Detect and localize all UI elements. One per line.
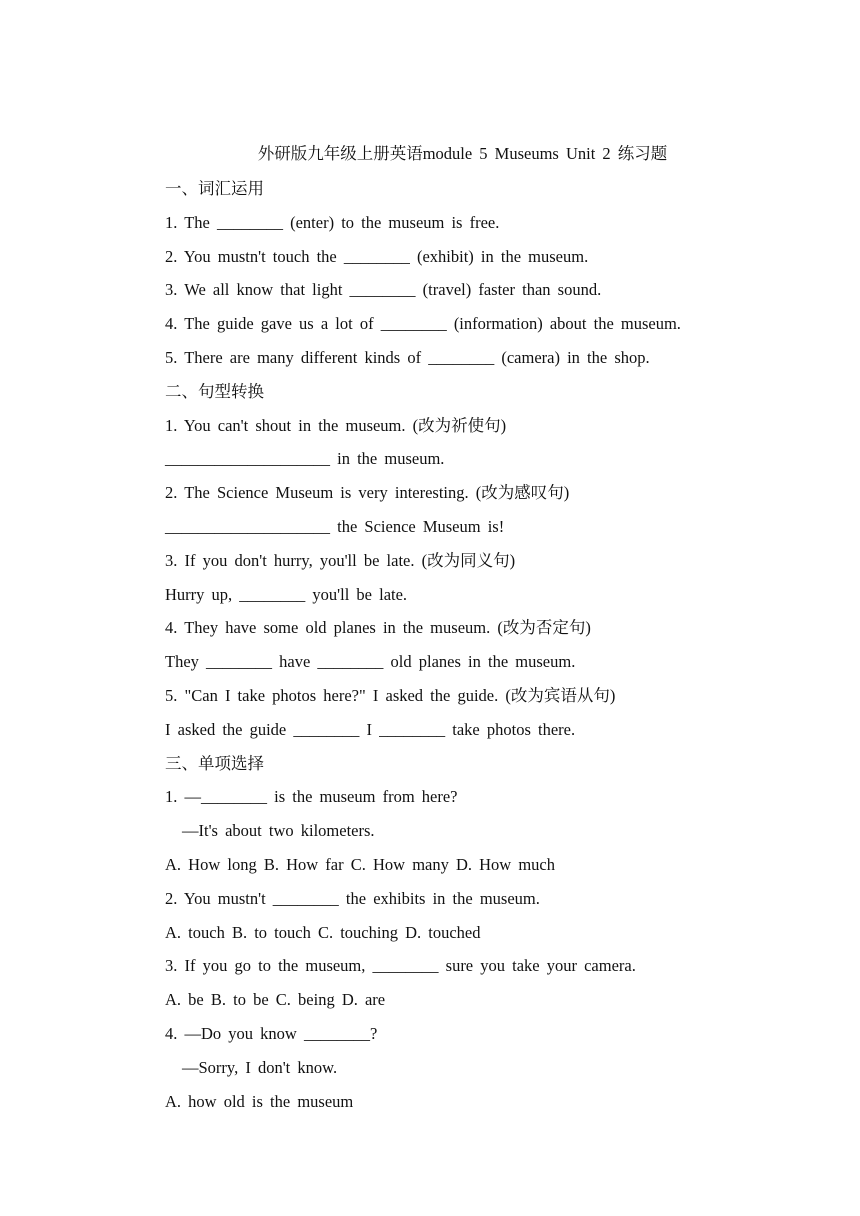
vocab-question-3: 3. We all know that light ________ (travel) faster than sound. xyxy=(165,280,602,300)
vocab-question-4: 4. The guide gave us a lot of ________ (information) about the museum. xyxy=(165,314,681,334)
transform-question-2: 2. The Science Museum is very interesting. (改为感叹句) xyxy=(165,483,570,503)
transform-answer-2: ____________________ the Science Museum is! xyxy=(165,516,505,536)
choice-question-1: 1. —________ is the museum from here? xyxy=(165,787,458,807)
choice-question-2: 2. You mustn't ________ the exhibits in the museum. xyxy=(165,888,540,908)
section-heading-vocabulary: 一、词汇运用 xyxy=(165,179,264,198)
transform-question-3: 3. If you don't hurry, you'll be late. (改为同义句) xyxy=(165,550,516,570)
transform-question-1: 1. You can't shout in the museum. (改为祈使句) xyxy=(165,415,507,435)
choice-question-4: 4. —Do you know ________? xyxy=(165,1023,378,1043)
vocab-question-1: 1. The ________ (enter) to the museum is free. xyxy=(165,212,500,232)
transform-answer-3: Hurry up, ________ you'll be late. xyxy=(165,584,408,604)
transform-answer-1: ____________________ in the museum. xyxy=(165,449,445,469)
vocab-question-5: 5. There are many different kinds of ________ (camera) in the shop. xyxy=(165,347,650,367)
transform-answer-5: I asked the guide ________ I ________ take photos there. xyxy=(165,719,576,739)
choice-options-3: A. be B. to be C. being D. are xyxy=(165,990,386,1010)
choice-question-4-reply: —Sorry, I don't know. xyxy=(182,1057,338,1077)
section-heading-multiple-choice: 三、单项选择 xyxy=(165,753,264,773)
transform-question-5: 5. "Can I take photos here?" I asked the guide. (改为宾语从句) xyxy=(165,685,616,705)
choice-options-2: A. touch B. to touch C. touching D. touched xyxy=(165,922,481,942)
document-body xyxy=(165,178,805,1124)
transform-answer-4: They ________ have ________ old planes in the museum. xyxy=(165,652,576,672)
choice-options-1: A. How long B. How far C. How many D. How much xyxy=(165,854,556,874)
choice-question-3: 3. If you go to the museum, ________ sure you take your camera. xyxy=(165,956,636,976)
transform-question-4: 4. They have some old planes in the museum. (改为否定句) xyxy=(165,618,591,638)
section-heading-sentence-transform: 二、句型转换 xyxy=(165,381,264,401)
document-title: 外研版九年级上册英语module 5 Museums Unit 2 练习题 xyxy=(257,144,668,163)
choice-options-4: A. how old is the museum xyxy=(165,1091,354,1111)
vocab-question-2: 2. You mustn't touch the ________ (exhibit) in the museum. xyxy=(165,246,589,266)
choice-question-1-reply: —It's about two kilometers. xyxy=(182,821,375,841)
